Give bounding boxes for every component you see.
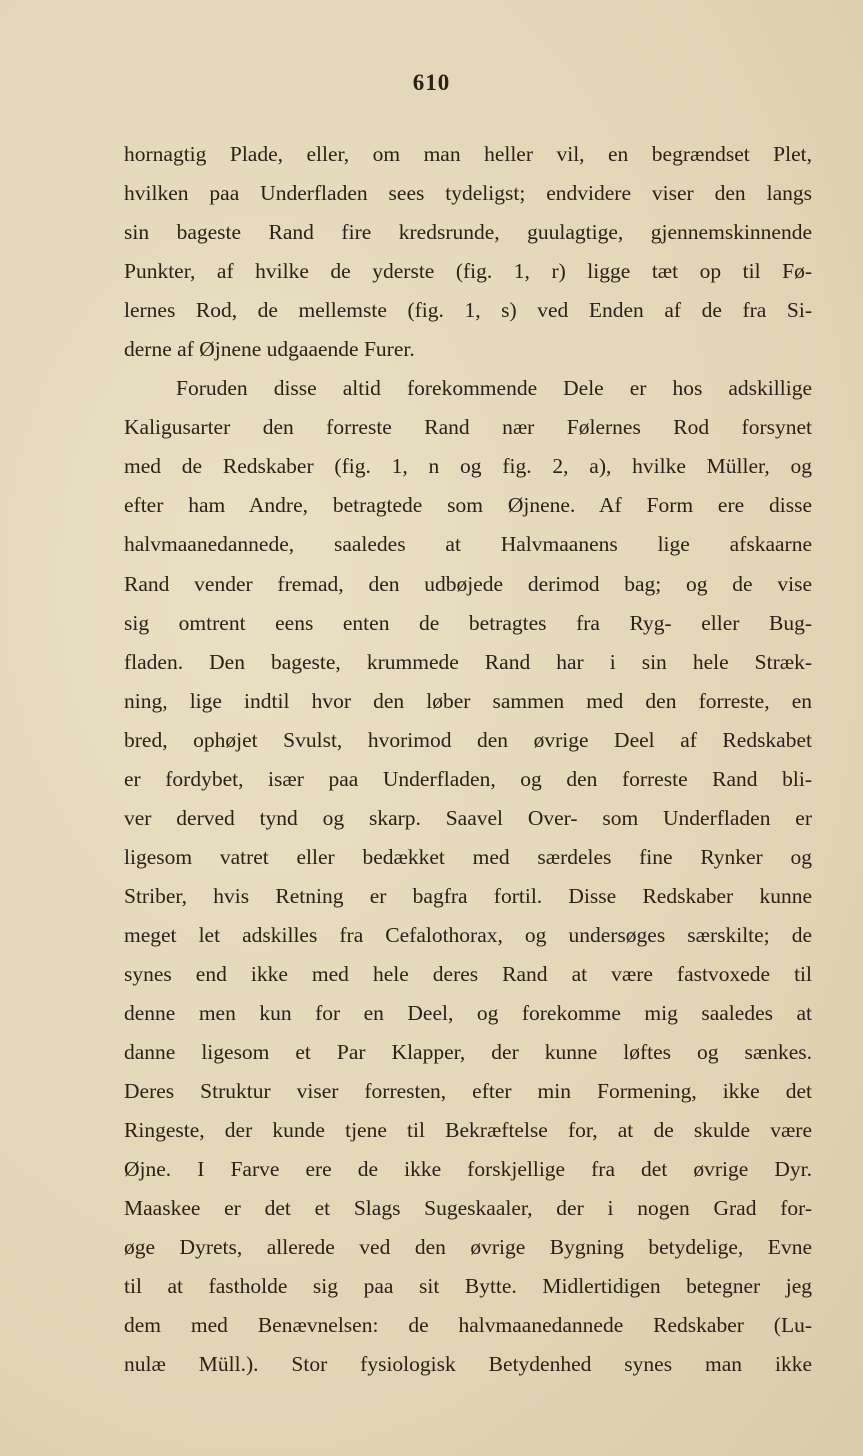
- text-line: ver derved tynd og skarp. Saavel Over- som Underfladen er: [124, 805, 812, 830]
- text-line: Kaligusarter den forreste Rand nær Følernes Rod forsynet: [124, 415, 812, 440]
- text-line: er fordybet, især paa Underfladen, og den forreste Rand bli-: [124, 766, 812, 791]
- text-line: ligesom vatret eller bedækket med særdeles fine Rynker og: [124, 844, 812, 869]
- text-line: fladen. Den bageste, krummede Rand har i sin hele Stræk-: [124, 649, 812, 674]
- text-line: synes end ikke med hele deres Rand at være fastvoxede til: [124, 961, 812, 986]
- text-line: efter ham Andre, betragtede som Øjnene. Af Form ere disse: [124, 493, 812, 518]
- text-line: danne ligesom et Par Klapper, der kunne løftes og sænkes.: [124, 1040, 812, 1065]
- text-line: halvmaanedannede, saaledes at Halvmaanens lige afskaarne: [124, 532, 812, 557]
- text-line: hornagtig Plade, eller, om man heller vil, en begrændset Plet,: [124, 142, 812, 166]
- text-line: med de Redskaber (fig. 1, n og fig. 2, a), hvilke Müller, og: [124, 454, 812, 479]
- text-line: Maaskee er det et Slags Sugeskaaler, der i nogen Grad for-: [124, 1196, 812, 1221]
- text-line: Foruden disse altid forekommende Dele er hos adskillige: [176, 376, 812, 401]
- text-line: meget let adskilles fra Cefalothorax, og undersøges særskilte; de: [124, 922, 812, 947]
- text-line: til at fastholde sig paa sit Bytte. Midlertidigen betegner jeg: [124, 1274, 812, 1299]
- text-line: Ringeste, der kunde tjene til Bekræftelse for, at de skulde være: [124, 1118, 812, 1143]
- text-line: bred, ophøjet Svulst, hvorimod den øvrige Deel af Redskabet: [124, 727, 812, 752]
- text-line: Striber, hvis Retning er bagfra fortil. Disse Redskaber kunne: [124, 883, 812, 908]
- text-line: ning, lige indtil hvor den løber sammen med den forreste, en: [124, 688, 812, 713]
- text-line: Rand vender fremad, den udbøjede derimod bag; og de vise: [124, 571, 812, 596]
- text-line: lernes Rod, de mellemste (fig. 1, s) ved Enden af de fra Si-: [124, 298, 812, 323]
- text-line: Punkter, af hvilke de yderste (fig. 1, r) ligge tæt op til Fø-: [124, 259, 812, 284]
- text-line: sig omtrent eens enten de betragtes fra Ryg- eller Bug-: [124, 610, 812, 635]
- text-line: derne af Øjnene udgaaende Furer.: [124, 337, 415, 362]
- text-line: hvilken paa Underfladen sees tydeligst; endvidere viser den langs: [124, 181, 812, 206]
- text-line: øge Dyrets, allerede ved den øvrige Bygning betydelige, Evne: [124, 1235, 812, 1260]
- text-line: sin bageste Rand fire kredsrunde, guulagtige, gjennemskinnende: [124, 220, 812, 245]
- text-line: Deres Struktur viser forresten, efter min Formening, ikke det: [124, 1079, 812, 1104]
- text-line: Øjne. I Farve ere de ikke forskjellige fra det øvrige Dyr.: [124, 1157, 812, 1182]
- page-number: 610: [412, 70, 451, 95]
- body-text: [124, 135, 812, 1385]
- text-line: denne men kun for en Deel, og forekomme mig saaledes at: [124, 1001, 812, 1026]
- text-line: dem med Benævnelsen: de halvmaanedannede Redskaber (Lu-: [124, 1313, 812, 1338]
- text-line: nulæ Müll.). Stor fysiologisk Betydenhed synes man ikke: [124, 1352, 812, 1377]
